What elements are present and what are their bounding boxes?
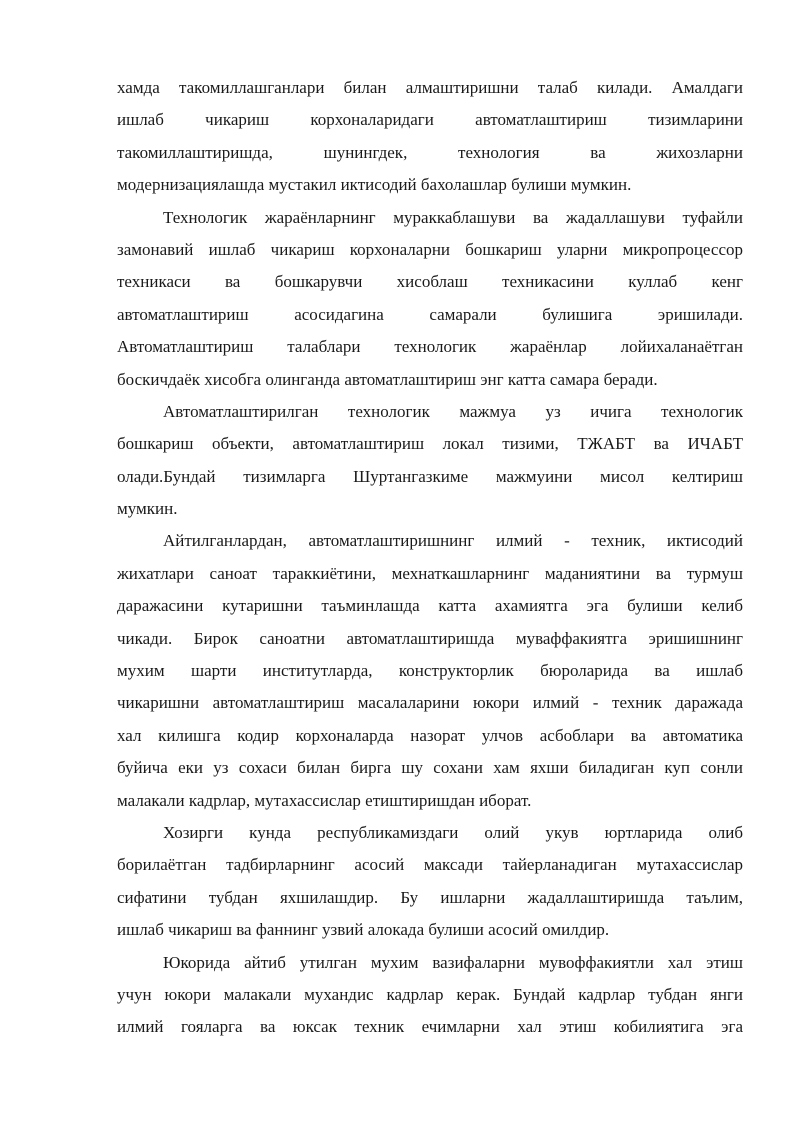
text-line: олади.Бундай тизимларга Шуртангазкиме мажмуини мисол келтириш [117,466,743,486]
text-line: Автоматлаштириш талаблари технологик жараёнлар лойихаланаётган [117,337,743,357]
paragraph [117,396,743,526]
text-line: малакали кадрлар, мутахассислар етиштиришдан иборат. [117,790,532,810]
text-line: автоматлаштириш асосидагина самарали булишига эришилади. [117,304,743,324]
text-line: Хозирги кунда республикамиздаги олий укув юртларида олиб [163,822,743,842]
text-line: сифатини тубдан яхшилашдир. Бу ишларни жадаллаштиришда таълим, [117,887,743,907]
paragraph [117,947,743,1044]
text-line: боскичдаёк хисобга олинганда автоматлаштириш энг катта самара беради. [117,369,658,389]
text-line: жихатлари саноат тараккиётини, мехнаткашларнинг маданиятини ва турмуш [117,563,743,583]
text-line: даражасини кутаришни таъминлашда катта ахамиятга эга булиши келиб [117,596,743,616]
text-line: мумкин. [117,499,178,519]
text-line: модернизациялашда мустакил иктисодий бахолашлар булиши мумкин. [117,175,632,195]
text-line: техникаси ва бошкарувчи хисоблаш техникасини куллаб кенг [117,272,743,292]
paragraph [117,817,743,947]
text-line: учун юкори малакали мухандис кадрлар керак. Бундай кадрлар тубдан янги [117,984,743,1004]
text-line: такомиллаштиришда, шунингдек, технология ва жихозларни [117,142,743,162]
text-line: хал килишга кодир корхоналарда назорат улчов асбоблари ва автоматика [117,725,743,745]
text-line: борилаётган тадбирларнинг асосий максади тайерланадиган мутахассислар [117,855,743,875]
paragraph [117,525,743,817]
text-line: Автоматлаштирилган технологик мажмуа уз ичига технологик [163,401,743,421]
text-line: бошкариш объекти, автоматлаштириш локал тизими, ТЖАБТ ва ИЧАБТ [117,434,743,454]
text-line: ишлаб чикариш корхоналаридаги автоматлаштириш тизимларини [117,110,743,130]
text-line: чикаришни автоматлаштириш масалаларини юкори илмий - техник даражада [117,693,743,713]
paragraph [117,72,743,202]
text-line: Технологик жараёнларнинг мураккаблашуви ва жадаллашуви туфайли [163,207,743,227]
text-line: мухим шарти институтларда, конструкторлик бюроларида ва ишлаб [117,661,743,681]
paragraph [117,202,743,396]
text-line: Юкорида айтиб утилган мухим вазифаларни мувоффакиятли хал этиш [163,952,743,972]
text-line: Айтилганлардан, автоматлаштиришнинг илмий - техник, иктисодий [163,531,743,551]
text-line: замонавий ишлаб чикариш корхоналарни бошкариш уларни микропроцессор [117,239,743,259]
text-line: буйича еки уз сохаси билан бирга шу сохани хам яхши биладиган куп сонли [117,758,743,778]
text-line: чикади. Бирок саноатни автоматлаштиришда муваффакиятга эришишнинг [117,628,743,648]
document-page [117,72,743,1044]
text-line: ишлаб чикариш ва фаннинг узвий алокада булиши асосий омилдир. [117,920,610,940]
text-line: хамда такомиллашганлари билан алмаштиришни талаб килади. Амалдаги [117,78,743,97]
text-line: илмий гояларга ва юксак техник ечимларни хал этиш кобилиятига эга [117,1017,743,1037]
